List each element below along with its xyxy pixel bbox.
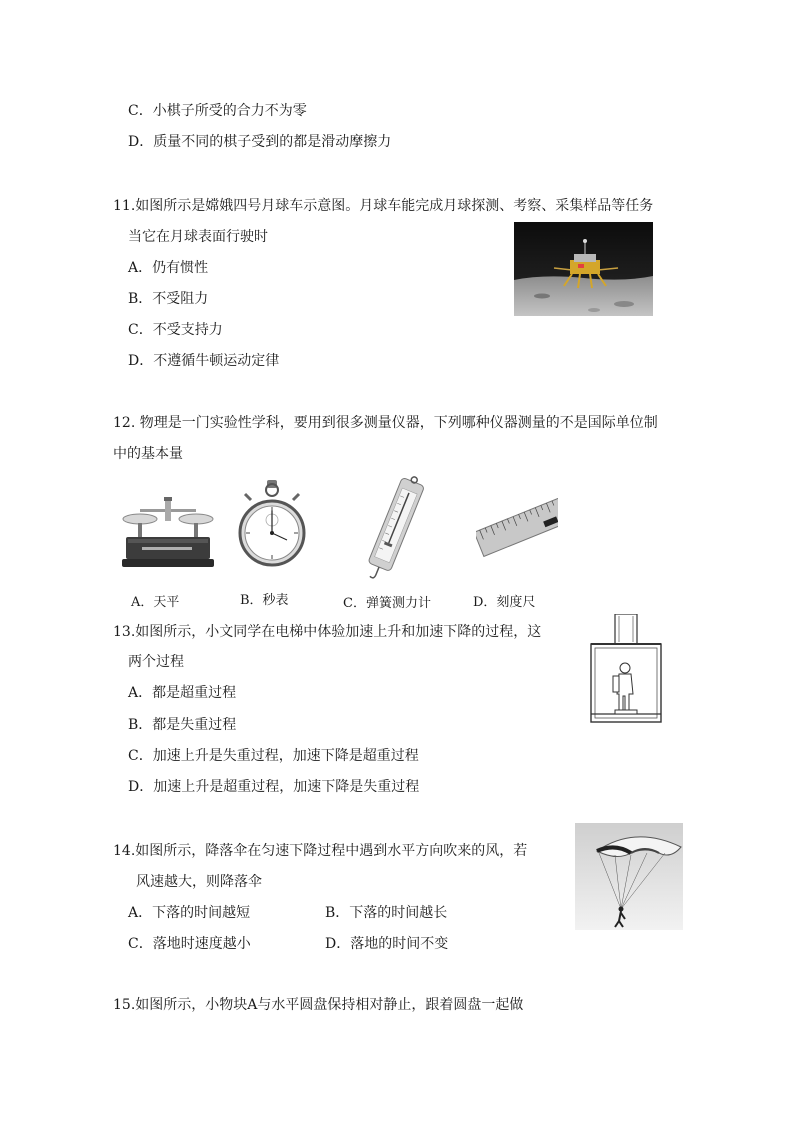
moon-rover-image bbox=[514, 222, 653, 316]
q13-stem: 13.如图所示，小文同学在电梯中体验加速上升和加速下降的过程，这 bbox=[113, 624, 542, 640]
q11-stem: 11.如图所示是嫦娥四号月球车示意图。月球车能完成月球探测、考察、采集样品等任务 bbox=[113, 198, 654, 214]
q13-stem-cont: 两个过程 bbox=[128, 654, 184, 670]
caption-ruler: D．刻度尺 bbox=[473, 595, 536, 610]
q12-stem: 12. 物理是一门实验性学科，要用到很多测量仪器，下列哪种仪器测量的不是国际单位制 bbox=[113, 415, 658, 431]
caption-balance: A．天平 bbox=[131, 595, 180, 610]
q11-stem-cont: 当它在月球表面行驶时 bbox=[128, 229, 268, 245]
q14-option-d: D．落地的时间不变 bbox=[325, 936, 449, 952]
ruler-image bbox=[476, 484, 558, 574]
q14-option-a: A．下落的时间越短 bbox=[128, 905, 251, 921]
elevator-diagram bbox=[589, 614, 664, 724]
q11-option-c: C．不受支持力 bbox=[128, 322, 223, 338]
q10-option-c: C．小棋子所受的合力不为零 bbox=[128, 103, 307, 119]
q12-stem-cont: 中的基本量 bbox=[113, 446, 183, 462]
q10-option-d: D．质量不同的棋子受到的都是滑动摩擦力 bbox=[128, 134, 392, 150]
q14-stem: 14.如图所示，降落伞在匀速下降过程中遇到水平方向吹来的风，若 bbox=[113, 843, 528, 859]
parachute-image bbox=[575, 823, 683, 930]
q14-option-b: B．下落的时间越长 bbox=[325, 905, 448, 921]
stopwatch-image bbox=[237, 478, 307, 570]
q11-option-b: B．不受阻力 bbox=[128, 291, 209, 307]
caption-stopwatch: B．秒表 bbox=[240, 593, 289, 608]
q13-option-b: B．都是失重过程 bbox=[128, 717, 237, 733]
q14-stem-cont: 风速越大，则降落伞 bbox=[136, 874, 262, 890]
q13-option-d: D．加速上升是超重过程，加速下降是失重过程 bbox=[128, 779, 420, 795]
balance-scale-image bbox=[118, 493, 218, 571]
q11-option-d: D．不遵循牛顿运动定律 bbox=[128, 353, 280, 369]
spring-balance-image bbox=[348, 474, 440, 586]
q13-option-a: A．都是超重过程 bbox=[128, 685, 237, 701]
q13-option-c: C．加速上升是失重过程，加速下降是超重过程 bbox=[128, 748, 419, 764]
q14-option-c: C．落地时速度越小 bbox=[128, 936, 251, 952]
q11-option-a: A．仍有惯性 bbox=[128, 260, 209, 276]
caption-spring-balance: C．弹簧测力计 bbox=[343, 596, 431, 611]
q15-stem: 15.如图所示，小物块A与水平圆盘保持相对静止，跟着圆盘一起做 bbox=[113, 997, 524, 1013]
